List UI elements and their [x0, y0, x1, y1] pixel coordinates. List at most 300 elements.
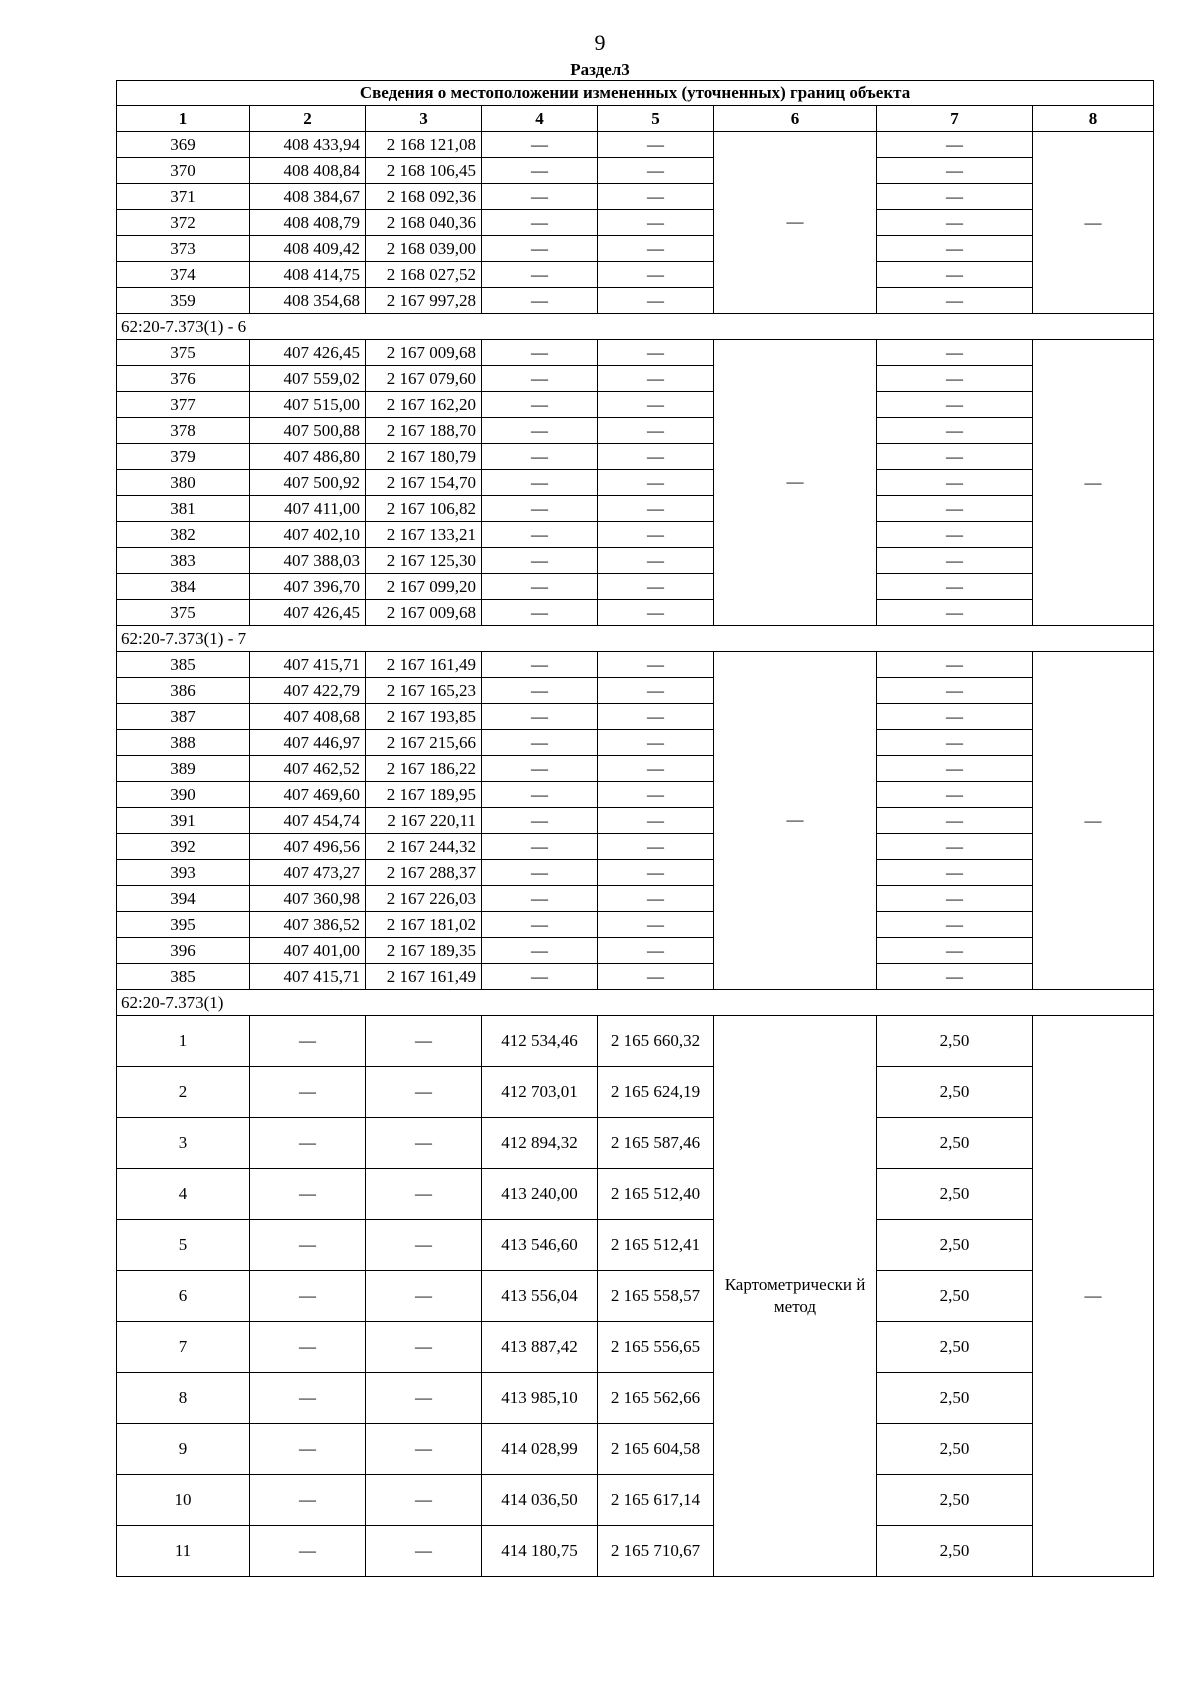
- table-cell: —: [598, 184, 714, 210]
- table-cell: 413 887,42: [482, 1322, 598, 1373]
- table-cell: —: [482, 782, 598, 808]
- table-cell: 2 167 165,23: [366, 678, 482, 704]
- table-row: [117, 912, 1154, 938]
- point-number: 372: [117, 210, 250, 236]
- table-cell: 2 167 106,82: [366, 496, 482, 522]
- table-cell: —: [482, 418, 598, 444]
- table-cell: —: [877, 548, 1033, 574]
- table-cell: 412 894,32: [482, 1118, 598, 1169]
- table-cell: —: [877, 392, 1033, 418]
- point-number: 374: [117, 262, 250, 288]
- point-number: 5: [117, 1220, 250, 1271]
- table-cell: —: [250, 1526, 366, 1577]
- table-cell: —: [877, 730, 1033, 756]
- table-cell: —: [877, 652, 1033, 678]
- table-cell: —: [877, 132, 1033, 158]
- table-cell: 2 167 154,70: [366, 470, 482, 496]
- table-cell: 2 167 099,20: [366, 574, 482, 600]
- table-cell: —: [482, 184, 598, 210]
- page-number: 9: [594, 30, 606, 55]
- table-cell: 407 388,03: [250, 548, 366, 574]
- table-cell: —: [366, 1067, 482, 1118]
- table-cell: 2 168 040,36: [366, 210, 482, 236]
- table-cell: —: [598, 678, 714, 704]
- table-row: [117, 496, 1154, 522]
- table-cell: 2,50: [877, 1322, 1033, 1373]
- table-cell: —: [598, 210, 714, 236]
- table-cell: —: [877, 184, 1033, 210]
- table-row: [117, 1118, 1154, 1169]
- table-row: [117, 470, 1154, 496]
- table-cell: —: [598, 132, 714, 158]
- table-row: [117, 574, 1154, 600]
- group-header-row: [117, 990, 1154, 1016]
- point-number: 380: [117, 470, 250, 496]
- point-number: 3: [117, 1118, 250, 1169]
- table-cell: 2 167 189,35: [366, 938, 482, 964]
- method-cell: —: [714, 132, 877, 314]
- table-cell: —: [598, 496, 714, 522]
- table-cell: 2,50: [877, 1067, 1033, 1118]
- table-row: [117, 1169, 1154, 1220]
- table-row: [117, 210, 1154, 236]
- table-cell: —: [482, 288, 598, 314]
- table-cell: —: [366, 1373, 482, 1424]
- table-row: [117, 236, 1154, 262]
- point-number: 7: [117, 1322, 250, 1373]
- point-number: 375: [117, 600, 250, 626]
- table-cell: 2 165 556,65: [598, 1322, 714, 1373]
- table-cell: 407 496,56: [250, 834, 366, 860]
- table-cell: 413 985,10: [482, 1373, 598, 1424]
- point-number: 371: [117, 184, 250, 210]
- table-cell: 407 386,52: [250, 912, 366, 938]
- table-row: [117, 366, 1154, 392]
- table-cell: 2 165 512,41: [598, 1220, 714, 1271]
- table-cell: —: [598, 756, 714, 782]
- table-cell: —: [877, 756, 1033, 782]
- table-cell: —: [877, 496, 1033, 522]
- table-cell: 407 454,74: [250, 808, 366, 834]
- table-cell: —: [482, 964, 598, 990]
- table-cell: 2 165 660,32: [598, 1016, 714, 1067]
- table-cell: 2 167 189,95: [366, 782, 482, 808]
- group-header-row: [117, 626, 1154, 652]
- table-cell: —: [482, 366, 598, 392]
- table-cell: 408 433,94: [250, 132, 366, 158]
- group-label: 62:20-7.373(1): [117, 990, 1154, 1016]
- table-cell: —: [877, 366, 1033, 392]
- table-cell: —: [598, 548, 714, 574]
- table-cell: —: [482, 886, 598, 912]
- table-cell: —: [877, 808, 1033, 834]
- table-cell: —: [877, 158, 1033, 184]
- column-header: 2: [250, 106, 366, 132]
- table-cell: 2 168 039,00: [366, 236, 482, 262]
- table-cell: 2 167 009,68: [366, 600, 482, 626]
- column-header: 8: [1033, 106, 1154, 132]
- table-cell: —: [482, 756, 598, 782]
- table-cell: —: [598, 470, 714, 496]
- table-cell: —: [482, 340, 598, 366]
- table-cell: 2,50: [877, 1169, 1033, 1220]
- table-cell: 407 426,45: [250, 340, 366, 366]
- table-cell: —: [482, 652, 598, 678]
- table-cell: —: [598, 834, 714, 860]
- table-header-row: [117, 106, 1154, 132]
- point-number: 384: [117, 574, 250, 600]
- point-number: 392: [117, 834, 250, 860]
- table-cell: —: [482, 548, 598, 574]
- point-number: 373: [117, 236, 250, 262]
- section-title: Раздел3: [570, 60, 630, 79]
- point-number: 359: [117, 288, 250, 314]
- coordinates-table: [116, 80, 1154, 1577]
- table-cell: —: [598, 262, 714, 288]
- table-cell: 407 446,97: [250, 730, 366, 756]
- table-cell: —: [250, 1169, 366, 1220]
- table-row: [117, 288, 1154, 314]
- table-cell: 407 462,52: [250, 756, 366, 782]
- table-cell: 407 408,68: [250, 704, 366, 730]
- point-number: 389: [117, 756, 250, 782]
- table-cell: —: [250, 1067, 366, 1118]
- table-cell: —: [482, 522, 598, 548]
- table-cell: —: [598, 938, 714, 964]
- table-row: [117, 184, 1154, 210]
- table-row: [117, 782, 1154, 808]
- table-cell: —: [877, 964, 1033, 990]
- table-cell: 2 168 106,45: [366, 158, 482, 184]
- table-cell: —: [877, 912, 1033, 938]
- table-cell: —: [877, 834, 1033, 860]
- table-cell: 2 165 587,46: [598, 1118, 714, 1169]
- table-cell: 2 167 244,32: [366, 834, 482, 860]
- table-row: [117, 600, 1154, 626]
- table-cell: —: [598, 418, 714, 444]
- table-cell: —: [366, 1424, 482, 1475]
- table-cell: 2 167 161,49: [366, 964, 482, 990]
- table-row: [117, 860, 1154, 886]
- table-cell: —: [877, 418, 1033, 444]
- point-number: 381: [117, 496, 250, 522]
- table-cell: —: [877, 236, 1033, 262]
- table-cell: —: [250, 1424, 366, 1475]
- table-cell: —: [877, 340, 1033, 366]
- point-number: 370: [117, 158, 250, 184]
- table-cell: 2 165 617,14: [598, 1475, 714, 1526]
- table-row: [117, 1016, 1154, 1067]
- table-cell: 2 168 027,52: [366, 262, 482, 288]
- table-cell: —: [598, 574, 714, 600]
- table-cell: —: [877, 704, 1033, 730]
- table-cell: 407 473,27: [250, 860, 366, 886]
- table-row: [117, 158, 1154, 184]
- table-cell: 407 500,92: [250, 470, 366, 496]
- table-cell: 2,50: [877, 1271, 1033, 1322]
- point-number: 9: [117, 1424, 250, 1475]
- table-row: [117, 262, 1154, 288]
- point-number: 10: [117, 1475, 250, 1526]
- table-cell: 2 167 215,66: [366, 730, 482, 756]
- table-row: [117, 392, 1154, 418]
- table-cell: 407 515,00: [250, 392, 366, 418]
- table-cell: —: [877, 600, 1033, 626]
- table-cell: —: [250, 1475, 366, 1526]
- table-cell: 2 167 288,37: [366, 860, 482, 886]
- table-cell: —: [877, 210, 1033, 236]
- table-cell: 407 401,00: [250, 938, 366, 964]
- table-cell: 2 167 997,28: [366, 288, 482, 314]
- table-cell: —: [482, 912, 598, 938]
- table-cell: 407 415,71: [250, 964, 366, 990]
- table-cell: 2,50: [877, 1424, 1033, 1475]
- table-row: [117, 834, 1154, 860]
- table-cell: 408 354,68: [250, 288, 366, 314]
- point-number: 375: [117, 340, 250, 366]
- table-cell: —: [598, 288, 714, 314]
- table-cell: —: [598, 730, 714, 756]
- point-number: 8: [117, 1373, 250, 1424]
- table-row: [117, 756, 1154, 782]
- table-cell: —: [250, 1322, 366, 1373]
- table-row: [117, 444, 1154, 470]
- table-cell: —: [598, 236, 714, 262]
- table-cell: —: [366, 1526, 482, 1577]
- table-cell: 2,50: [877, 1016, 1033, 1067]
- column-header: 4: [482, 106, 598, 132]
- point-number: 396: [117, 938, 250, 964]
- table-cell: 2 167 186,22: [366, 756, 482, 782]
- table-cell: 2,50: [877, 1118, 1033, 1169]
- table-cell: 2 167 220,11: [366, 808, 482, 834]
- table-cell: —: [482, 392, 598, 418]
- table-cell: 413 240,00: [482, 1169, 598, 1220]
- table-cell: 2 167 180,79: [366, 444, 482, 470]
- table-cell: —: [598, 340, 714, 366]
- table-cell: —: [366, 1271, 482, 1322]
- table-cell: —: [366, 1169, 482, 1220]
- point-number: 385: [117, 652, 250, 678]
- table-cell: —: [877, 860, 1033, 886]
- table-cell: —: [877, 938, 1033, 964]
- table-cell: —: [482, 860, 598, 886]
- table-row: [117, 1322, 1154, 1373]
- table-cell: —: [598, 808, 714, 834]
- table-cell: 2 167 162,20: [366, 392, 482, 418]
- table-cell: —: [250, 1118, 366, 1169]
- table-cell: —: [598, 600, 714, 626]
- table-row: [117, 964, 1154, 990]
- table-cell: —: [598, 912, 714, 938]
- table-cell: —: [598, 964, 714, 990]
- table-cell: —: [877, 782, 1033, 808]
- table-row: [117, 548, 1154, 574]
- table-cell: 2 168 092,36: [366, 184, 482, 210]
- table-cell: —: [482, 496, 598, 522]
- table-cell: —: [250, 1220, 366, 1271]
- table-cell: —: [482, 730, 598, 756]
- column-header: 6: [714, 106, 877, 132]
- table-cell: —: [482, 210, 598, 236]
- column-header: 5: [598, 106, 714, 132]
- table-row: [117, 652, 1154, 678]
- point-number: 383: [117, 548, 250, 574]
- point-number: 369: [117, 132, 250, 158]
- table-cell: —: [482, 158, 598, 184]
- table-cell: 2 165 710,67: [598, 1526, 714, 1577]
- table-cell: 407 396,70: [250, 574, 366, 600]
- table-cell: —: [598, 652, 714, 678]
- table-cell: —: [482, 236, 598, 262]
- table-cell: 412 534,46: [482, 1016, 598, 1067]
- table-cell: —: [482, 678, 598, 704]
- table-cell: 2 165 562,66: [598, 1373, 714, 1424]
- table-cell: —: [877, 444, 1033, 470]
- point-number: 385: [117, 964, 250, 990]
- table-cell: 2,50: [877, 1526, 1033, 1577]
- table-cell: 2 167 188,70: [366, 418, 482, 444]
- table-cell: 2 167 079,60: [366, 366, 482, 392]
- point-number: 11: [117, 1526, 250, 1577]
- table-cell: 414 036,50: [482, 1475, 598, 1526]
- table-row: [117, 340, 1154, 366]
- table-cell: 407 402,10: [250, 522, 366, 548]
- col8-cell: —: [1033, 652, 1154, 990]
- point-number: 388: [117, 730, 250, 756]
- table-cell: —: [877, 574, 1033, 600]
- table-row: [117, 886, 1154, 912]
- table-cell: —: [366, 1016, 482, 1067]
- table-cell: 2 165 624,19: [598, 1067, 714, 1118]
- point-number: 377: [117, 392, 250, 418]
- table-cell: 413 546,60: [482, 1220, 598, 1271]
- table-row: [117, 1526, 1154, 1577]
- point-number: 390: [117, 782, 250, 808]
- table-cell: —: [250, 1271, 366, 1322]
- point-number: 382: [117, 522, 250, 548]
- table-cell: —: [366, 1475, 482, 1526]
- table-cell: —: [366, 1220, 482, 1271]
- table-cell: 412 703,01: [482, 1067, 598, 1118]
- table-cell: 407 422,79: [250, 678, 366, 704]
- table-cell: —: [598, 860, 714, 886]
- point-number: 386: [117, 678, 250, 704]
- table-cell: 407 360,98: [250, 886, 366, 912]
- table-cell: —: [877, 678, 1033, 704]
- table-cell: —: [877, 288, 1033, 314]
- table-row: [117, 730, 1154, 756]
- table-cell: 2 167 009,68: [366, 340, 482, 366]
- table-cell: 2,50: [877, 1220, 1033, 1271]
- column-header: 3: [366, 106, 482, 132]
- table-cell: 2,50: [877, 1475, 1033, 1526]
- table-row: [117, 1424, 1154, 1475]
- table-cell: 408 409,42: [250, 236, 366, 262]
- table-row: [117, 808, 1154, 834]
- table-cell: 408 414,75: [250, 262, 366, 288]
- table-cell: —: [482, 834, 598, 860]
- table-cell: —: [598, 444, 714, 470]
- table-cell: 2 165 512,40: [598, 1169, 714, 1220]
- table-row: [117, 132, 1154, 158]
- table-cell: 2 165 558,57: [598, 1271, 714, 1322]
- table-cell: 408 408,79: [250, 210, 366, 236]
- table-cell: 2 168 121,08: [366, 132, 482, 158]
- table-cell: 2 167 133,21: [366, 522, 482, 548]
- point-number: 387: [117, 704, 250, 730]
- point-number: 1: [117, 1016, 250, 1067]
- group-label: 62:20-7.373(1) - 7: [117, 626, 1154, 652]
- table-row: [117, 1067, 1154, 1118]
- point-number: 378: [117, 418, 250, 444]
- table-cell: —: [598, 392, 714, 418]
- point-number: 376: [117, 366, 250, 392]
- table-cell: —: [877, 262, 1033, 288]
- table-row: [117, 1271, 1154, 1322]
- table-cell: 2 167 193,85: [366, 704, 482, 730]
- table-cell: 414 028,99: [482, 1424, 598, 1475]
- point-number: 395: [117, 912, 250, 938]
- table-cell: —: [598, 782, 714, 808]
- point-number: 2: [117, 1067, 250, 1118]
- point-number: 393: [117, 860, 250, 886]
- table-cell: 2 167 181,02: [366, 912, 482, 938]
- table-cell: —: [366, 1118, 482, 1169]
- table-row: [117, 678, 1154, 704]
- table-cell: —: [598, 158, 714, 184]
- table-cell: —: [482, 574, 598, 600]
- table-cell: —: [877, 470, 1033, 496]
- table-cell: 407 500,88: [250, 418, 366, 444]
- table-cell: 2 165 604,58: [598, 1424, 714, 1475]
- table-cell: —: [482, 132, 598, 158]
- table-cell: 408 384,67: [250, 184, 366, 210]
- table-cell: 2 167 161,49: [366, 652, 482, 678]
- table-cell: 407 486,80: [250, 444, 366, 470]
- group-header-row: [117, 314, 1154, 340]
- col8-cell: —: [1033, 132, 1154, 314]
- col8-cell: —: [1033, 340, 1154, 626]
- table-cell: —: [482, 938, 598, 964]
- table-cell: —: [482, 262, 598, 288]
- table-cell: —: [250, 1373, 366, 1424]
- table-cell: —: [482, 808, 598, 834]
- table-cell: 2 167 125,30: [366, 548, 482, 574]
- table-cell: —: [598, 886, 714, 912]
- table-cell: 407 559,02: [250, 366, 366, 392]
- table-cell: 408 408,84: [250, 158, 366, 184]
- table-caption: Сведения о местоположении измененных (уточненных) границ объекта: [117, 81, 1154, 106]
- table-cell: —: [598, 522, 714, 548]
- table-cell: —: [482, 600, 598, 626]
- table-cell: —: [366, 1322, 482, 1373]
- table-row: [117, 522, 1154, 548]
- table-row: [117, 418, 1154, 444]
- table-cell: —: [598, 366, 714, 392]
- table-cell: —: [877, 522, 1033, 548]
- table-cell: 407 469,60: [250, 782, 366, 808]
- table-cell: 407 415,71: [250, 652, 366, 678]
- col8-cell: —: [1033, 1016, 1154, 1577]
- table-row: [117, 1475, 1154, 1526]
- table-cell: —: [598, 704, 714, 730]
- table-cell: 413 556,04: [482, 1271, 598, 1322]
- method-cell: —: [714, 340, 877, 626]
- table-row: [117, 938, 1154, 964]
- table-cell: 2 167 226,03: [366, 886, 482, 912]
- table-cell: 414 180,75: [482, 1526, 598, 1577]
